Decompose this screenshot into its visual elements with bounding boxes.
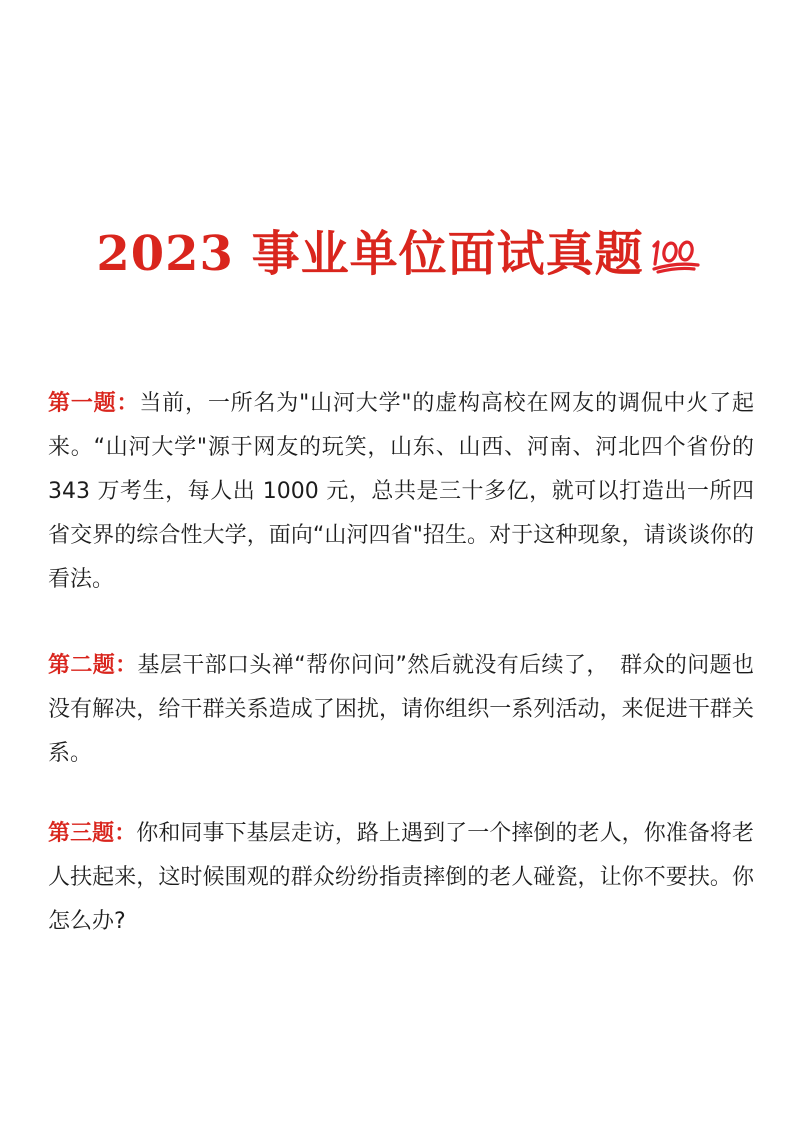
- page-title: [0, 222, 800, 290]
- question-3-text: 你和同事下基层走访，路上遇到了一个摔倒的老人，你准备将老人扶起来，这时候围观的群众纷纷指责摔倒的老人碰瓷，让你不要扶。你怎么办?: [48, 821, 754, 934]
- question-1-text: 当前，一所名为"山河大学"的虚构高校在网友的调侃中火了起来。“山河大学"源于网友的玩笑，山东、山西、河南、河北四个省份的 343 万考生，每人出 1000 元，总共是三十多亿，就可以打造出一所四省交界的综合性大学，面向“山河四省"招生。对于这种现象，请谈谈你的看法。: [48, 391, 754, 592]
- question-2-label: 第二题：: [48, 653, 138, 678]
- question-1-label: 第一题：: [48, 391, 140, 416]
- question-3-label: 第三题：: [48, 821, 137, 846]
- question-1: [48, 382, 754, 602]
- question-2: [48, 644, 754, 776]
- question-2-text: 基层干部口头禅“帮你问问”然后就没有后续了， 群众的问题也没有解决，给干群关系造成了困扰，请你组织一系列活动，来促进干群关系。: [48, 653, 754, 766]
- title-text: 2023 事业单位面试真题: [96, 226, 644, 282]
- hundred-points-icon: [648, 226, 704, 290]
- question-3: [48, 812, 754, 944]
